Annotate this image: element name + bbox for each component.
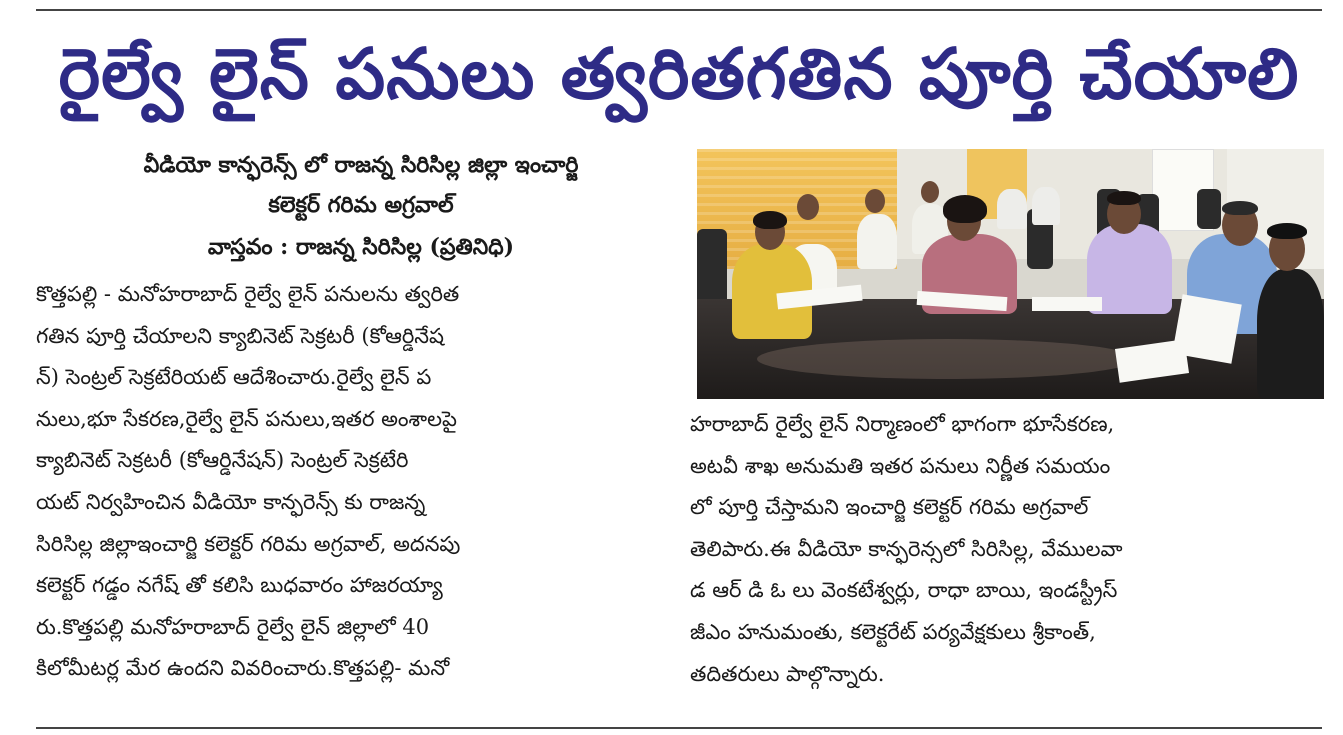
body-line: జీఎం హనుమంతు, కలెక్టరేట్ పర్యవేక్షకులు శ్రీకాంత్, bbox=[690, 619, 1096, 644]
subheading-line-1: వీడియో కాన్ఫరెన్స్ లో రాజన్న సిరిసిల్ల జిల్లా ఇంచార్జి bbox=[143, 152, 579, 178]
body-line: సిరిసిల్ల జిల్లాఇంచార్జి కలెక్టర్ గరిమ అగ్రవాల్, అదనపు bbox=[36, 531, 461, 556]
body-line: రు.కొత్తపల్లి మనోహరాబాద్ రైల్వే లైన్ జిల్లాలో 40 bbox=[36, 614, 430, 639]
body-line: న్) సెంట్రల్ సెక్రటేరియట్ ఆదేశించారు.రైల్వే లైన్ ప bbox=[36, 365, 432, 390]
article-headline: రైల్వే లైన్ పనులు త్వరితగతిన పూర్తి చేయాలి bbox=[58, 33, 1300, 115]
body-line: తదితరులు పాల్గొన్నారు. bbox=[690, 661, 885, 686]
body-line: కలెక్టర్ గడ్డం నగేష్ తో కలిసి బుధవారం హాజరయ్యా bbox=[36, 573, 443, 598]
article-body-left-column bbox=[36, 274, 676, 690]
body-line: హరాబాద్ రైల్వే లైన్ నిర్మాణంలో భాగంగా భూసేకరణ, bbox=[690, 412, 1115, 436]
body-line: తెలిపారు.ఈ వీడియో కాన్ఫరెన్సలో సిరిసిల్ల, వేములవా bbox=[690, 536, 1123, 561]
body-line: అటవీ శాఖ అనుమతి ఇతర పనులు నిర్ణీత సమయం bbox=[690, 453, 1111, 478]
article-body-right-column bbox=[690, 404, 1322, 695]
body-line: గతిన పూర్తి చేయాలని క్యాబినెట్ సెక్రటరీ (కోఆర్డినేష bbox=[36, 323, 444, 348]
body-line: కొత్తపల్లి - మనోహరాబాద్ రైల్వే లైన్ పనులను త్వరిత bbox=[36, 282, 460, 306]
dateline: వాస్తవం : రాజన్న సిరిసిల్ల (ప్రతినిధి) bbox=[207, 234, 515, 260]
subheading-line-2: కలెక్టర్ గరిమ అగ్రవాల్ bbox=[268, 192, 454, 218]
body-line: యట్ నిర్వహించిన వీడియో కాన్ఫరెన్స్ కు రాజన్న bbox=[36, 489, 426, 514]
bottom-rule bbox=[36, 727, 1322, 729]
body-line: డ ఆర్ డి ఓ లు వెంకటేశ్వర్లు, రాధా బాయి, ఇండస్ట్రీస్ bbox=[690, 578, 1118, 603]
top-rule bbox=[36, 9, 1322, 11]
body-line: నులు,భూ సేకరణ,రైల్వే లైన్ పనులు,ఇతర అంశాలపై bbox=[36, 406, 457, 431]
meeting-photo bbox=[697, 149, 1324, 399]
body-line: క్యాబినెట్ సెక్రటరీ (కోఆర్డినేషన్) సెంట్రల్ సెక్రటేరి bbox=[36, 448, 409, 473]
body-line: లో పూర్తి చేస్తామని ఇంచార్జి కలెక్టర్ గరిమ అగ్రవాల్ bbox=[690, 495, 1089, 520]
body-line: కిలోమీటర్ల మేర ఉందని వివరించారు.కొత్తపల్లి- మనో bbox=[36, 656, 450, 681]
